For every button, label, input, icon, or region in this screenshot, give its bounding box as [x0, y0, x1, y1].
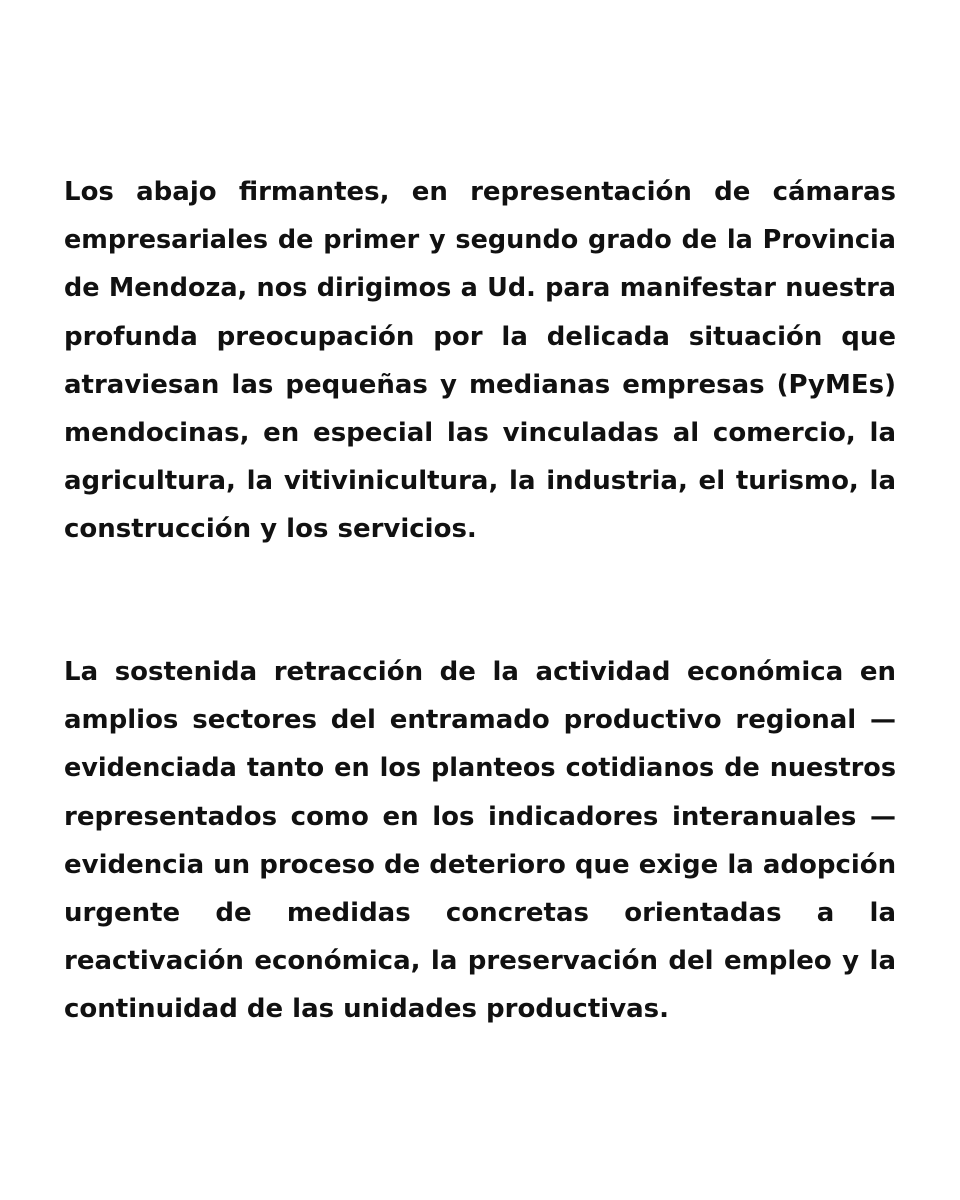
- paragraph-line: construcción y los servicios.: [64, 514, 477, 545]
- paragraph-line: atraviesan las pequeñas y medianas empresas (PyMEs): [64, 369, 896, 400]
- paragraph-line: mendocinas, en especial las vinculadas al comercio, la: [64, 417, 896, 448]
- paragraph-line: amplios sectores del entramado productivo regional —: [64, 705, 896, 736]
- paragraph-line: evidenciada tanto en los planteos cotidianos de nuestros: [64, 753, 896, 784]
- paragraph-line: La sostenida retracción de la actividad económica en: [64, 657, 896, 687]
- paragraph-line: representados como en los indicadores interanuales —: [64, 801, 896, 832]
- paragraph-line: Los abajo firmantes, en representación de cámaras: [64, 177, 896, 207]
- paragraph-line: reactivación económica, la preservación del empleo y la: [64, 946, 896, 977]
- paragraph-line: evidencia un proceso de deterioro que exige la adopción: [64, 849, 897, 880]
- paragraph-line: agricultura, la vitivinicultura, la industria, el turismo, la: [64, 466, 896, 497]
- paragraph-line: continuidad de las unidades productivas.: [64, 994, 670, 1025]
- paragraph-line: urgente de medidas concretas orientadas a la: [64, 897, 896, 928]
- paragraph-line: de Mendoza, nos dirigimos a Ud. para manifestar nuestra: [64, 273, 896, 304]
- paragraph-1: [64, 168, 896, 554]
- paragraph-2: [64, 648, 896, 1034]
- paragraph-line: empresariales de primer y segundo grado de la Provincia: [64, 225, 896, 256]
- paragraph-line: profunda preocupación por la delicada situación que: [64, 321, 896, 352]
